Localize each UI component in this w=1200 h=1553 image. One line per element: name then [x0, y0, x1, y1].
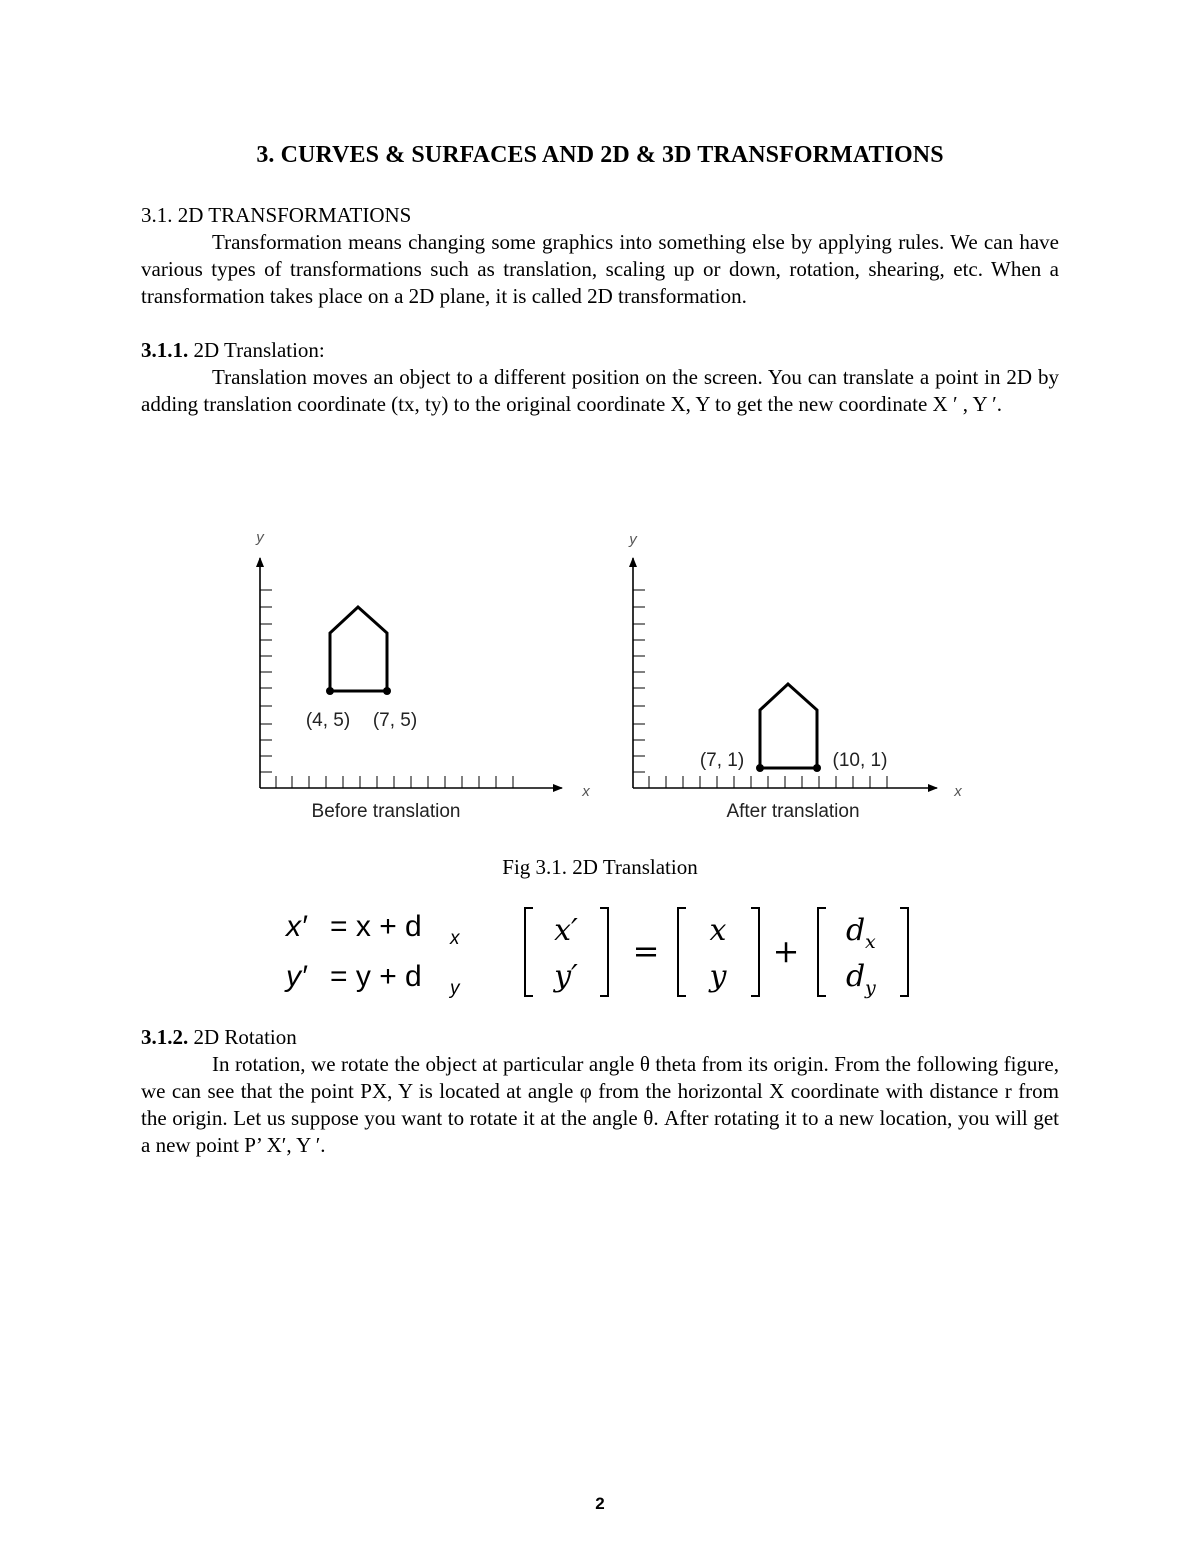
eq2-lhs: y′ — [286, 960, 307, 993]
house-shape-after — [760, 684, 817, 768]
point-label-4-5: (4, 5) — [305, 710, 351, 731]
before-y-axis-label: y — [256, 529, 264, 546]
point-label-10-1: (10, 1) — [832, 750, 888, 771]
section-heading-3-1: 3.1. 2D TRANSFORMATIONS — [141, 203, 412, 227]
point-label-7-5: (7, 5) — [372, 710, 418, 731]
section-heading-3-1-1 — [141, 337, 325, 364]
section-heading-3-1-2 — [141, 1024, 297, 1051]
section-number: 3.1.2. — [141, 1025, 189, 1049]
point-label-7-1: (7, 1) — [699, 750, 745, 771]
paragraph-transformations: Transformation means changing some graphics into something else by applying rules. We can have various types of transformations such as translation, scaling up or down, rotation, shearing, etc. When a transformation takes place on a 2D plane, it is called 2D transformation. — [141, 230, 1059, 308]
after-translation-plot — [628, 531, 962, 822]
figure-caption: Fig 3.1. 2D Translation — [502, 855, 698, 879]
before-x-axis-label: x — [582, 783, 590, 800]
paragraph-rotation: In rotation, we rotate the object at particular angle θ theta from its origin. From the following figure, we can see that the point PX, Y is located at angle φ from the horizontal X coordinate with distance r from the origin. Let us suppose you want to rotate it at the angle θ. After rotating it to a new location, you will get a new point P’ X′, Y ′. — [141, 1052, 1059, 1157]
vertex-point — [326, 687, 334, 695]
before-translation-caption: Before translation — [311, 801, 461, 822]
eq2-sub: y — [450, 978, 460, 999]
page-number: 2 — [595, 1494, 605, 1513]
eq1-rhs: = x + d — [330, 910, 422, 943]
equals-sign: = — [632, 932, 660, 970]
matrix-2-top: x — [709, 913, 727, 948]
before-translation-plot — [255, 529, 590, 822]
section-name: 2D Translation: — [188, 338, 325, 362]
vertex-point — [756, 764, 764, 772]
matrix-3-top: d — [846, 913, 866, 948]
vertex-point — [383, 687, 391, 695]
plus-sign: + — [772, 932, 800, 970]
matrix-2-bottom: y — [709, 959, 727, 994]
eq1-lhs: x′ — [286, 910, 307, 943]
matrix-3-bottom: d — [846, 959, 866, 994]
house-shape-before — [330, 607, 387, 691]
after-translation-caption: After translation — [726, 801, 860, 822]
matrix-3-bottom-sub: y — [865, 977, 876, 999]
after-x-axis-label: x — [954, 783, 962, 800]
paragraph-translation: Translation moves an object to a different position on the screen. You can translate a point in 2D by adding translation coordinate (tx, ty) to the original coordinate X, Y to get the new coordinate X ′ , Y ′. — [141, 365, 1059, 416]
matrix-1-top: x′ — [554, 913, 578, 948]
after-y-axis-label: y — [629, 531, 637, 548]
section-number: 3.1.1. — [141, 338, 189, 362]
translation-equations — [270, 900, 930, 1005]
eq1-sub: x — [450, 928, 460, 949]
section-name: 2D Rotation — [188, 1025, 297, 1049]
vertex-point — [813, 764, 821, 772]
matrix-1-bottom: y′ — [554, 959, 578, 994]
eq2-rhs: = y + d — [330, 960, 422, 993]
translation-figure — [240, 520, 980, 830]
page-title: 3. CURVES & SURFACES AND 2D & 3D TRANSFORMATIONS — [256, 142, 944, 168]
matrix-3-top-sub: x — [865, 931, 876, 953]
